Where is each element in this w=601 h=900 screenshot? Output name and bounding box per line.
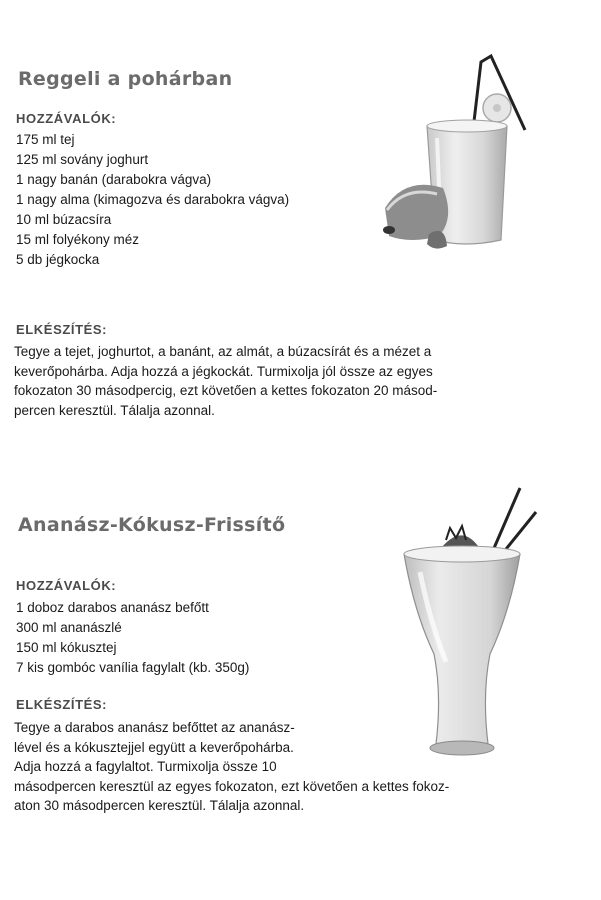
ingredient-item: 7 kis gombóc vanília fagylalt (kb. 350g) [16,660,250,675]
method-line: lével és a kókusztejjel együtt a keverőpohárba. [14,739,294,755]
ingredient-item: 15 ml folyékony méz [16,232,140,247]
method-line: percen keresztül. Tálalja azonnal. [14,402,215,418]
recipe-1-method-text [14,342,437,420]
ingredient-item: 5 db jégkocka [16,252,100,267]
recipe-2-ingredients-heading: HOZZÁVALÓK: [16,578,117,593]
recipe-1-method-heading: ELKÉSZÍTÉS: [16,322,108,337]
cocktail-glass-image [390,482,540,770]
recipe-2-ingredients-list [16,598,249,678]
method-line: Adja hozzá a fagylaltot. Turmixolja össze 10 [14,759,277,774]
method-line: Tegye a tejet, joghurtot, a banánt, az almát, a búzacsírát és a mézet a [14,344,432,359]
recipe-1-ingredients-list [16,130,289,270]
method-line: keverőpohárba. Adja hozzá a jégkockát. Turmixolja jól össze az egyes [14,363,433,379]
recipe-2-title: Ananász-Kókusz-Frissítő [18,514,286,536]
method-line: másodpercen keresztül az egyes fokozaton, ezt követően a kettes fokoz- [14,778,450,794]
ingredient-item: 300 ml ananászlé [16,620,122,635]
method-line: Tegye a darabos ananász befőttet az ananász- [14,720,295,735]
ingredient-item: 125 ml sovány joghurt [16,152,149,167]
ingredient-item: 1 doboz darabos ananász befőtt [16,600,209,615]
recipe-1-ingredients-heading: HOZZÁVALÓK: [16,111,117,126]
method-line: fokozaton 30 másodpercig, ezt követően a kettes fokozaton 20 másod- [14,383,438,398]
ingredient-item: 1 nagy alma (kimagozva és darabokra vágva) [16,192,290,207]
ingredient-item: 175 ml tej [16,132,75,147]
ingredient-item: 1 nagy banán (darabokra vágva) [16,172,212,187]
ingredient-item: 150 ml kókusztej [16,640,117,655]
ingredient-item: 10 ml búzacsíra [16,212,112,227]
recipe-2-method-text [14,718,449,816]
recipe-1-title: Reggeli a pohárban [18,68,233,90]
recipe-2-method-heading: ELKÉSZÍTÉS: [16,697,108,712]
smoothie-glass-image [375,48,575,273]
method-line: aton 30 másodpercen keresztül. Tálalja azonnal. [14,798,305,813]
